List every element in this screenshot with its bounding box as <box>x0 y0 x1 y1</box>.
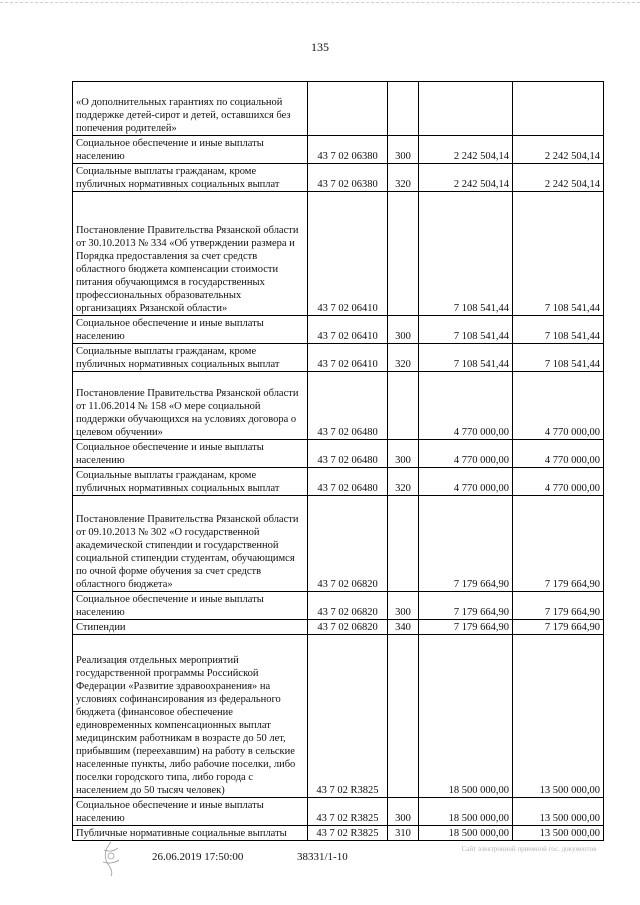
row-code-cell: 43 7 02 06410 <box>308 344 388 372</box>
table-row <box>73 316 604 344</box>
row-code-cell: 43 7 02 06480 <box>308 440 388 468</box>
row-name-cell: Постановление Правительства Рязанской области от 30.10.2013 № 334 «Об утверждении размера и Порядка предоставления за счет средств областного бюджета компенсации стоимости питания обучающимся в государственных профессиональных образовательных организациях Рязанской области» <box>73 192 308 316</box>
row-amount-1-cell: 18 500 000,00 <box>419 826 513 841</box>
row-amount-1-cell: 7 179 664,90 <box>419 592 513 620</box>
row-amount-1-cell: 7 179 664,90 <box>419 620 513 635</box>
table-row <box>73 192 604 316</box>
row-name-cell: Реализация отдельных мероприятий государственной программы Российской Федерации «Развитие здравоохранения» на условиях софинансирования из федерального бюджета (финансовое обеспечение единовременных компенсационных выплат медицинским работникам в возрасте до 50 лет, прибывшим (переехавшим) на работу в сельские населенные пункты, либо рабочие поселки, либо поселки городского типа, либо города с населением до 50 тысяч человек) <box>73 635 308 798</box>
row-code-cell: 43 7 02 06820 <box>308 592 388 620</box>
row-code-cell: 43 7 02 R3825 <box>308 798 388 826</box>
row-name-cell: Социальные выплаты гражданам, кроме публичных нормативных социальных выплат <box>73 164 308 192</box>
row-type-cell <box>388 372 419 440</box>
row-type-cell: 300 <box>388 316 419 344</box>
row-amount-2-cell: 7 179 664,90 <box>513 620 604 635</box>
page-number: 135 <box>311 40 329 54</box>
row-amount-1-cell: 7 108 541,44 <box>419 316 513 344</box>
row-amount-2-cell: 7 108 541,44 <box>513 316 604 344</box>
row-name-cell: Социальное обеспечение и иные выплаты населению <box>73 136 308 164</box>
row-code-cell <box>308 82 388 136</box>
row-amount-1-cell: 2 242 504,14 <box>419 136 513 164</box>
row-amount-1-cell: 4 770 000,00 <box>419 372 513 440</box>
row-amount-2-cell: 7 179 664,90 <box>513 496 604 592</box>
row-name-cell: Социальные выплаты гражданам, кроме публичных нормативных социальных выплат <box>73 468 308 496</box>
row-code-cell: 43 7 02 06380 <box>308 136 388 164</box>
row-type-cell: 300 <box>388 592 419 620</box>
row-type-cell: 340 <box>388 620 419 635</box>
table-row <box>73 164 604 192</box>
row-amount-1-cell: 18 500 000,00 <box>419 798 513 826</box>
row-amount-2-cell <box>513 82 604 136</box>
row-amount-1-cell: 2 242 504,14 <box>419 164 513 192</box>
row-amount-2-cell: 7 108 541,44 <box>513 344 604 372</box>
row-amount-1-cell: 7 179 664,90 <box>419 496 513 592</box>
row-type-cell: 320 <box>388 164 419 192</box>
row-amount-2-cell: 4 770 000,00 <box>513 468 604 496</box>
row-type-cell <box>388 82 419 136</box>
row-code-cell: 43 7 02 06410 <box>308 316 388 344</box>
table-row <box>73 372 604 440</box>
row-amount-2-cell: 13 500 000,00 <box>513 635 604 798</box>
table-row <box>73 496 604 592</box>
table-row <box>73 136 604 164</box>
row-name-cell: Постановление Правительства Рязанской области от 09.10.2013 № 302 «О государственной академической стипендии и государственной социальной стипендии студентам, обучающимся по очной форме обучения за счет средств областного бюджета» <box>73 496 308 592</box>
row-name-cell: Постановление Правительства Рязанской области от 11.06.2014 № 158 «О мере социальной поддержки обучающихся на условиях договора о целевом обучении» <box>73 372 308 440</box>
stamp-icon <box>100 840 122 878</box>
row-amount-2-cell: 2 242 504,14 <box>513 136 604 164</box>
row-type-cell: 310 <box>388 826 419 841</box>
row-name-cell: Публичные нормативные социальные выплаты <box>73 826 308 841</box>
row-name-cell: «О дополнительных гарантиях по социальной поддержке детей-сирот и детей, оставшихся без попечения родителей» <box>73 82 308 136</box>
row-type-cell: 300 <box>388 798 419 826</box>
row-type-cell: 320 <box>388 344 419 372</box>
row-code-cell: 43 7 02 06410 <box>308 192 388 316</box>
row-name-cell: Стипендии <box>73 620 308 635</box>
budget-table <box>72 81 604 841</box>
row-name-cell: Социальное обеспечение и иные выплаты населению <box>73 798 308 826</box>
row-amount-2-cell: 2 242 504,14 <box>513 164 604 192</box>
row-amount-1-cell: 7 108 541,44 <box>419 344 513 372</box>
row-type-cell: 300 <box>388 440 419 468</box>
row-amount-2-cell: 13 500 000,00 <box>513 826 604 841</box>
table-row <box>73 592 604 620</box>
row-amount-1-cell: 4 770 000,00 <box>419 440 513 468</box>
row-amount-2-cell: 13 500 000,00 <box>513 798 604 826</box>
table-row <box>73 798 604 826</box>
row-name-cell: Социальные выплаты гражданам, кроме публичных нормативных социальных выплат <box>73 344 308 372</box>
footer-doc-number: 38331/1-10 <box>297 851 348 863</box>
table-row <box>73 440 604 468</box>
footer-stamp-text: Сайт электронной приемной гос. документов <box>461 845 597 853</box>
table-row <box>73 635 604 798</box>
table-row <box>73 468 604 496</box>
row-amount-1-cell: 7 108 541,44 <box>419 192 513 316</box>
row-amount-2-cell: 7 179 664,90 <box>513 592 604 620</box>
row-code-cell: 43 7 02 R3825 <box>308 826 388 841</box>
row-amount-1-cell: 4 770 000,00 <box>419 468 513 496</box>
row-amount-1-cell <box>419 82 513 136</box>
budget-table-body <box>73 82 604 841</box>
row-type-cell <box>388 192 419 316</box>
row-type-cell <box>388 635 419 798</box>
row-type-cell: 320 <box>388 468 419 496</box>
row-code-cell: 43 7 02 06480 <box>308 468 388 496</box>
row-code-cell: 43 7 02 06380 <box>308 164 388 192</box>
row-amount-2-cell: 4 770 000,00 <box>513 372 604 440</box>
row-code-cell: 43 7 02 06480 <box>308 372 388 440</box>
row-amount-2-cell: 4 770 000,00 <box>513 440 604 468</box>
row-type-cell <box>388 496 419 592</box>
scan-top-edge <box>0 2 640 4</box>
row-code-cell: 43 7 02 R3825 <box>308 635 388 798</box>
row-amount-2-cell: 7 108 541,44 <box>513 192 604 316</box>
row-amount-1-cell: 18 500 000,00 <box>419 635 513 798</box>
footer-date: 26.06.2019 17:50:00 <box>152 851 244 863</box>
table-row <box>73 620 604 635</box>
row-name-cell: Социальное обеспечение и иные выплаты населению <box>73 440 308 468</box>
row-code-cell: 43 7 02 06820 <box>308 620 388 635</box>
row-name-cell: Социальное обеспечение и иные выплаты населению <box>73 316 308 344</box>
row-name-cell: Социальное обеспечение и иные выплаты населению <box>73 592 308 620</box>
row-type-cell: 300 <box>388 136 419 164</box>
table-row <box>73 82 604 136</box>
row-code-cell: 43 7 02 06820 <box>308 496 388 592</box>
table-row <box>73 826 604 841</box>
table-row <box>73 344 604 372</box>
